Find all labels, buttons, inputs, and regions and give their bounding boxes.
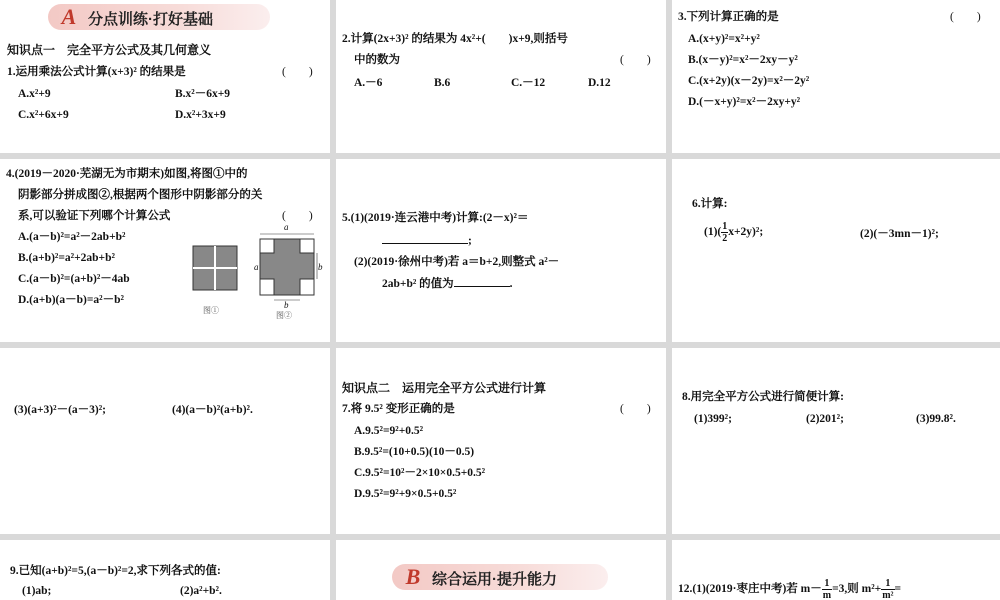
q5-part2-end: . xyxy=(509,278,513,290)
figure-2-cross xyxy=(250,231,325,306)
cell-q6-continued xyxy=(0,348,330,534)
q2-option-c: C.－12 xyxy=(511,77,546,89)
q8-part3: (3)99.8². xyxy=(916,413,956,425)
cell-section-b xyxy=(336,540,666,600)
q7-option-c: C.9.5²=10²－2×10×0.5+0.5² xyxy=(354,467,486,479)
q4-stem-line2: 阴影部分拼成图②,根据两个图形中阴影部分的关 xyxy=(18,189,263,201)
q5-part2-blank[interactable] xyxy=(454,274,510,287)
figure-2-caption: 图② xyxy=(276,311,292,320)
q5-part1-answer xyxy=(382,231,472,252)
section-a-banner xyxy=(48,4,270,30)
q12-fraction-2-den: m² xyxy=(882,590,894,600)
q9-part1: (1)ab; xyxy=(22,585,52,597)
q5-part2-line1: (2)(2019·徐州中考)若 a＝b+2,则整式 a²－ xyxy=(354,256,560,268)
q3-stem: 3.下列计算正确的是 xyxy=(678,11,779,23)
q1-answer-paren: ( ) xyxy=(282,66,313,78)
cell-q4 xyxy=(0,159,330,342)
section-a-title: 分点训练·打好基础 xyxy=(88,11,213,28)
q2-option-a: A.－6 xyxy=(354,77,383,89)
q3-option-d: D.(－x+y)²=x²－2xy+y² xyxy=(688,96,801,108)
q3-option-b: B.(x－y)²=x²－2xy－y² xyxy=(688,54,798,66)
q6-part1-fraction-den: 2 xyxy=(722,233,728,244)
cell-q3 xyxy=(672,0,1000,153)
q12-fraction-1 xyxy=(822,578,832,600)
q4-stem-line1: 4.(2019－2020·芜湖无为市期末)如图,将图①中的 xyxy=(6,168,248,180)
q2-stem-line1: 2.计算(2x+3)² 的结果为 4x²+( )x+9,则括号 xyxy=(342,33,568,45)
q5-part1: 5.(1)(2019·连云港中考)计算:(2－x)²＝ xyxy=(342,212,529,224)
figure-2-label-b-bottom: b xyxy=(284,300,289,310)
q4-option-c: C.(a－b)²=(a+b)²－4ab xyxy=(18,273,130,285)
q4-stem-line3: 系,可以验证下列哪个计算公式 xyxy=(18,210,171,222)
q2-option-b: B.6 xyxy=(434,77,451,89)
q7-answer-paren: ( ) xyxy=(620,403,651,415)
figure-2-label-b-right: b xyxy=(318,262,323,272)
q1-option-c: C.x²+6x+9 xyxy=(18,109,69,121)
q12-post: = xyxy=(894,583,902,596)
section-b-letter: B xyxy=(405,564,421,589)
q1-option-d: D.x²+3x+9 xyxy=(175,109,226,121)
q6-part4: (4)(a－b)²(a+b)². xyxy=(172,404,253,416)
q6-part1 xyxy=(704,221,763,244)
q4-option-d: D.(a+b)(a－b)=a²－b² xyxy=(18,294,124,306)
q12-fraction-2 xyxy=(881,578,894,600)
q6-part1-fraction-num: 1 xyxy=(722,221,728,232)
figure-1-square xyxy=(192,245,238,291)
q12-mid: =3,则 m²+ xyxy=(832,583,882,596)
q5-part1-blank[interactable] xyxy=(382,231,468,244)
q12-fraction-1-den: m xyxy=(822,590,832,600)
cell-q8 xyxy=(672,348,1000,534)
q12-fraction-1-num: 1 xyxy=(822,578,832,590)
figure-1-caption: 图① xyxy=(203,306,219,315)
cell-q7 xyxy=(336,348,666,534)
cell-q5 xyxy=(336,159,666,342)
q2-option-d: D.12 xyxy=(588,77,611,89)
q7-option-d: D.9.5²=9²+9×0.5+0.5² xyxy=(354,488,457,500)
q12-part1 xyxy=(678,578,901,600)
q7-option-a: A.9.5²=9²+0.5² xyxy=(354,425,424,437)
q1-option-a: A.x²+9 xyxy=(18,88,51,100)
q6-part3: (3)(a+3)²－(a－3)²; xyxy=(14,404,107,416)
section-b-title: 综合运用·提升能力 xyxy=(432,571,557,588)
q7-option-b: B.9.5²=(10+0.5)(10－0.5) xyxy=(354,446,475,458)
q12-pre: 12.(1)(2019·枣庄中考)若 m－ xyxy=(678,583,822,596)
q5-part2-line2 xyxy=(382,274,513,295)
q3-option-a: A.(x+y)²=x²+y² xyxy=(688,33,760,45)
figure-2-label-a-top: a xyxy=(284,222,289,232)
q6-part2: (2)(－3mn－1)²; xyxy=(860,228,939,240)
q2-stem-line2: 中的数为 xyxy=(354,54,400,66)
q3-option-c: C.(x+2y)(x－2y)=x²－2y² xyxy=(688,75,810,87)
q5-part2-text: 2ab+b² 的值为 xyxy=(382,278,454,290)
q1-stem: 1.运用乘法公式计算(x+3)² 的结果是 xyxy=(7,66,186,78)
q2-answer-paren: ( ) xyxy=(620,54,651,66)
figure-2-label-a-left: a xyxy=(254,262,259,272)
q4-answer-paren: ( ) xyxy=(282,210,313,222)
section-b-banner xyxy=(392,564,608,590)
q6-part1-pre: (1)( xyxy=(704,226,722,239)
knowledge-point-1: 知识点一 完全平方公式及其几何意义 xyxy=(7,43,212,57)
q4-option-a: A.(a－b)²=a²－2ab+b² xyxy=(18,231,126,243)
q12-fraction-2-num: 1 xyxy=(881,578,894,590)
q8-part1: (1)399²; xyxy=(694,413,732,425)
q3-answer-paren: ( ) xyxy=(950,11,981,23)
q4-option-b: B.(a+b)²=a²+2ab+b² xyxy=(18,252,115,264)
cell-q2 xyxy=(336,0,666,153)
q8-stem: 8.用完全平方公式进行简便计算: xyxy=(682,391,844,403)
q9-part2: (2)a²+b². xyxy=(180,585,222,597)
q6-stem: 6.计算: xyxy=(692,198,728,210)
cell-q9 xyxy=(0,540,330,600)
q9-stem: 9.已知(a+b)²=5,(a－b)²=2,求下列各式的值: xyxy=(10,565,221,577)
q6-part1-post: x+2y)²; xyxy=(728,226,764,239)
q7-stem: 7.将 9.5² 变形正确的是 xyxy=(342,403,455,415)
q5-part1-end: ; xyxy=(468,235,472,247)
q8-part2: (2)201²; xyxy=(806,413,844,425)
cell-q6 xyxy=(672,159,1000,342)
q1-option-b: B.x²－6x+9 xyxy=(175,88,231,100)
cell-q1 xyxy=(0,0,330,153)
knowledge-point-2: 知识点二 运用完全平方公式进行计算 xyxy=(342,381,547,395)
cell-q12 xyxy=(672,540,1000,600)
section-a-letter: A xyxy=(61,4,77,29)
